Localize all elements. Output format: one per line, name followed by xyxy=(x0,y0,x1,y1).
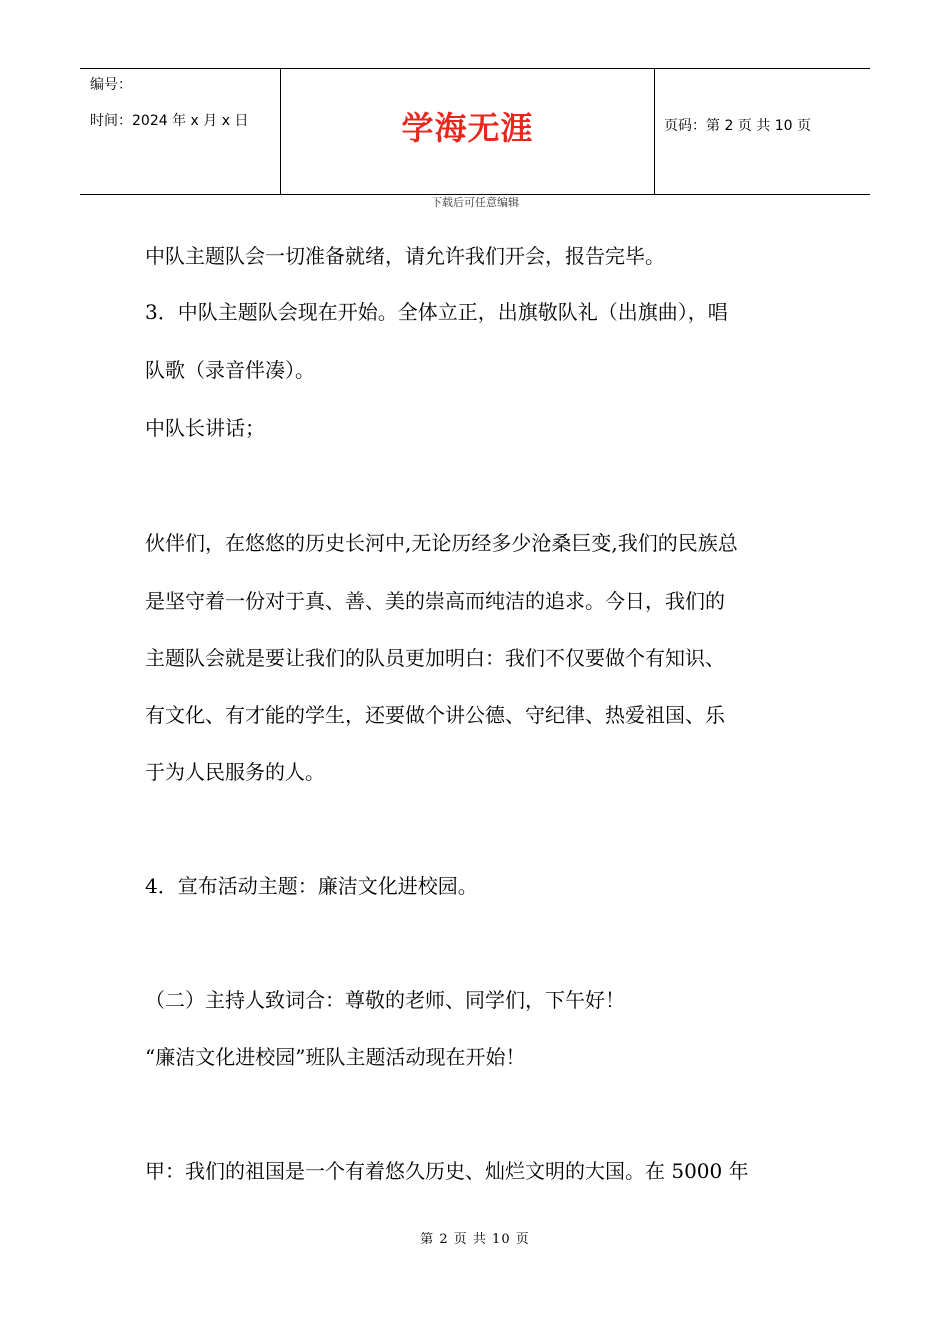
body-line: 是坚守着一份对于真、善、美的崇高而纯洁的追求。今日，我们的 xyxy=(145,589,725,613)
body-line: 4．宣布活动主题：廉洁文化进校园。 xyxy=(145,874,478,898)
page-footer: 第 2 页 共 10 页 xyxy=(420,1232,530,1247)
body-line: 甲：我们的祖国是一个有着悠久历史、灿烂文明的大国。在 5000 年 xyxy=(145,1159,749,1183)
header-middle-cell xyxy=(280,69,655,194)
page-info: 页码：第 2 页 共 10 页 xyxy=(664,118,811,134)
brand-title: 学海无涯 xyxy=(401,109,534,147)
header-left-cell xyxy=(80,69,280,194)
body-line: 于为人民服务的人。 xyxy=(145,760,325,784)
body-line: 中队长讲话； xyxy=(145,416,265,440)
body-line: （二）主持人致词合：尊敬的老师、同学们，下午好！ xyxy=(145,988,625,1012)
edit-caption: 下载后可任意编辑 xyxy=(431,196,519,209)
body-line: “廉洁文化进校园”班队主题活动现在开始！ xyxy=(145,1045,526,1069)
date-line: 时间：2024 年 x 月 x 日 xyxy=(90,113,249,129)
body-line: 队歌（录音伴凑）。 xyxy=(145,358,315,382)
serial-number-label: 编号： xyxy=(90,77,132,93)
body-line: 主题队会就是要让我们的队员更加明白：我们不仅要做个有知识、 xyxy=(145,646,725,670)
header-right-cell xyxy=(654,69,870,194)
header-table xyxy=(80,68,870,195)
body-line: 有文化、有才能的学生，还要做个讲公德、守纪律、热爱祖国、乐 xyxy=(145,703,725,727)
body-line: 中队主题队会一切准备就绪，请允许我们开会，报告完毕。 xyxy=(145,244,665,268)
body-line: 3．中队主题队会现在开始。全体立正，出旗敬队礼（出旗曲），唱 xyxy=(145,300,728,324)
body-line: 伙伴们，在悠悠的历史长河中,无论历经多少沧桑巨变,我们的民族总 xyxy=(145,531,738,555)
